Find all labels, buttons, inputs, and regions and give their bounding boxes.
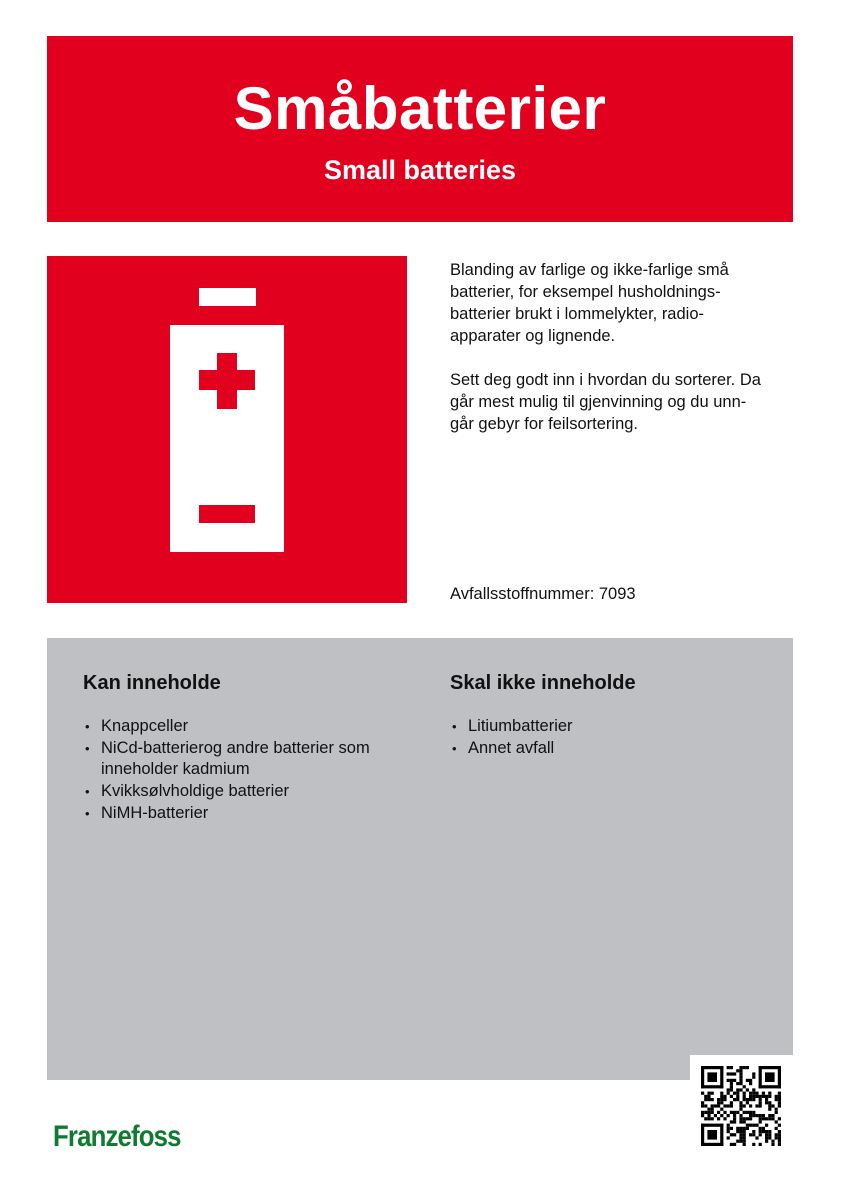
list-item: • Annet avfall — [450, 738, 573, 760]
must-not-contain-title: Skal ikke inneholde — [450, 672, 636, 694]
desc-line: apparater og lignende. — [450, 327, 616, 345]
desc-line: batterier brukt i lommelykter, radio- — [450, 305, 705, 323]
list-item: • Kvikksølvholdige batterier — [83, 781, 370, 803]
contents-panel — [47, 638, 793, 1080]
list-item-continuation-text: inneholder kadmium — [101, 760, 250, 779]
desc-line: Sett deg godt inn i hvordan du sorterer. Da — [450, 371, 761, 389]
list-item: • NiMH-batterier — [83, 803, 370, 825]
battery-icon-panel — [47, 256, 407, 603]
desc-line: Blanding av farlige og ikke-farlige små — [450, 261, 729, 279]
list-item: • NiCd-batterierog andre batterier som — [83, 738, 370, 760]
desc-line: går mest mulig til gjenvinning og du unn- — [450, 393, 747, 411]
must-not-contain-list — [450, 716, 573, 759]
header-banner — [47, 36, 793, 222]
list-item: • Knappceller — [83, 716, 370, 738]
qr-code-icon — [690, 1055, 793, 1158]
description-paragraph-2 — [450, 369, 795, 435]
list-item: • Litiumbatterier — [450, 716, 573, 738]
description — [450, 259, 795, 457]
list-item-continuation — [83, 759, 370, 781]
can-contain-title: Kan inneholde — [83, 672, 221, 694]
franzefoss-logo: Franzefoss — [53, 1120, 181, 1153]
page-subtitle: Small batteries — [323, 155, 517, 185]
can-contain-list — [83, 716, 370, 825]
qr-code-container[interactable] — [690, 1055, 793, 1158]
description-paragraph-1 — [450, 259, 795, 347]
desc-line: batterier, for eksempel husholdnings- — [450, 283, 721, 301]
battery-icon — [47, 256, 407, 603]
page-title: Småbatterier — [233, 75, 607, 142]
desc-line: går gebyr for feilsortering. — [450, 415, 639, 433]
waste-code: Avfallsstoffnummer: 7093 — [450, 585, 636, 603]
